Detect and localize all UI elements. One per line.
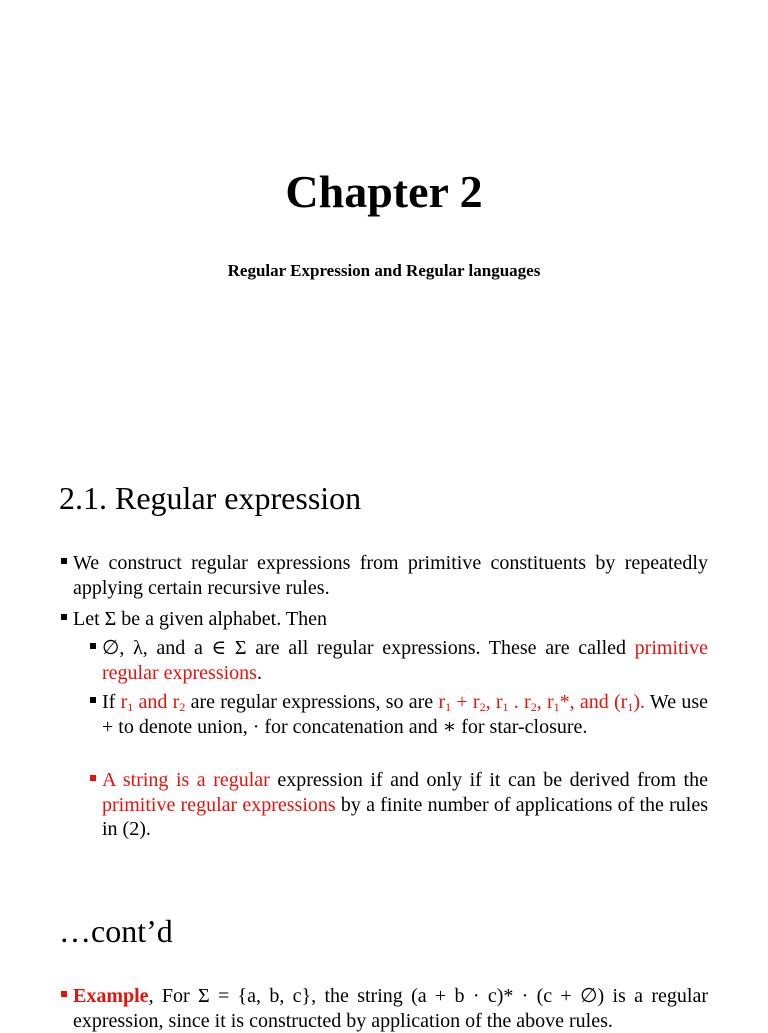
bullet-primitive-regex xyxy=(102,636,708,685)
highlight-text: + r xyxy=(451,691,480,713)
subscript: 1 xyxy=(502,700,509,714)
highlight-primitive-regular-expressions: primitive regular expressions xyxy=(102,793,336,816)
bullet-text: We use + to denote union, · for concatenation and ∗ for star-closure. xyxy=(102,691,708,738)
section-heading-contd: …cont’d xyxy=(59,913,173,949)
subscript: 2 xyxy=(479,700,486,714)
bullet-text: , For Σ = {a, b, c}, the string (a + b · c)* · (c + ∅) is a regular expression, since it is constructed by application of the above rules. xyxy=(73,985,708,1032)
chapter-subtitle: Regular Expression and Regular languages xyxy=(227,261,541,280)
subscript: 2 xyxy=(530,700,537,714)
highlight-string-is-regular: A string is a regular xyxy=(102,769,270,791)
chapter-title: Chapter 2 xyxy=(285,166,483,217)
subscript: 1 xyxy=(553,700,560,714)
symbol-r: r xyxy=(120,691,128,713)
bullet-text: are regular expressions, so are xyxy=(185,691,439,713)
bullet-let-sigma: Let Σ be a given alphabet. Then xyxy=(73,607,708,632)
highlight-text: , r xyxy=(485,691,503,713)
highlight-compound-expressions xyxy=(438,691,645,713)
subscript: 2 xyxy=(179,700,186,714)
bullet-string-is-regular xyxy=(102,768,708,842)
subscript: 1 xyxy=(627,700,634,714)
highlight-example: Example xyxy=(73,985,149,1007)
bullet-text: expression if and only if it can be derived from the xyxy=(269,769,708,791)
bullet-text: ∅, λ, and a ∈ Σ are all regular expressions. These are called xyxy=(102,637,635,659)
bullet-text: If xyxy=(102,691,121,713)
highlight-text: and r xyxy=(133,691,180,713)
highlight-text: . r xyxy=(508,691,531,713)
highlight-primitive-regular-expressions: primitive regular expressions xyxy=(102,637,708,684)
subscript: 1 xyxy=(127,700,134,714)
bullet-text: by a finite number of applications of the rules in (2). xyxy=(102,793,708,840)
bullet-construct-regex: We construct regular expressions from primitive constituents by repeatedly applying certain recursive rules. xyxy=(73,552,708,599)
highlight-text: ). xyxy=(633,691,646,713)
highlight-text: *, and (r xyxy=(559,691,628,713)
symbol-r: r xyxy=(438,691,446,713)
subscript: 1 xyxy=(445,700,452,714)
bullet-example xyxy=(73,984,708,1033)
highlight-r1-and-r2 xyxy=(121,691,186,713)
bullet-recursive-rules xyxy=(102,690,708,739)
bullet-text: . xyxy=(256,661,262,684)
highlight-text: , r xyxy=(536,691,554,713)
section-heading-regular-expression: 2.1. Regular expression xyxy=(59,480,362,516)
